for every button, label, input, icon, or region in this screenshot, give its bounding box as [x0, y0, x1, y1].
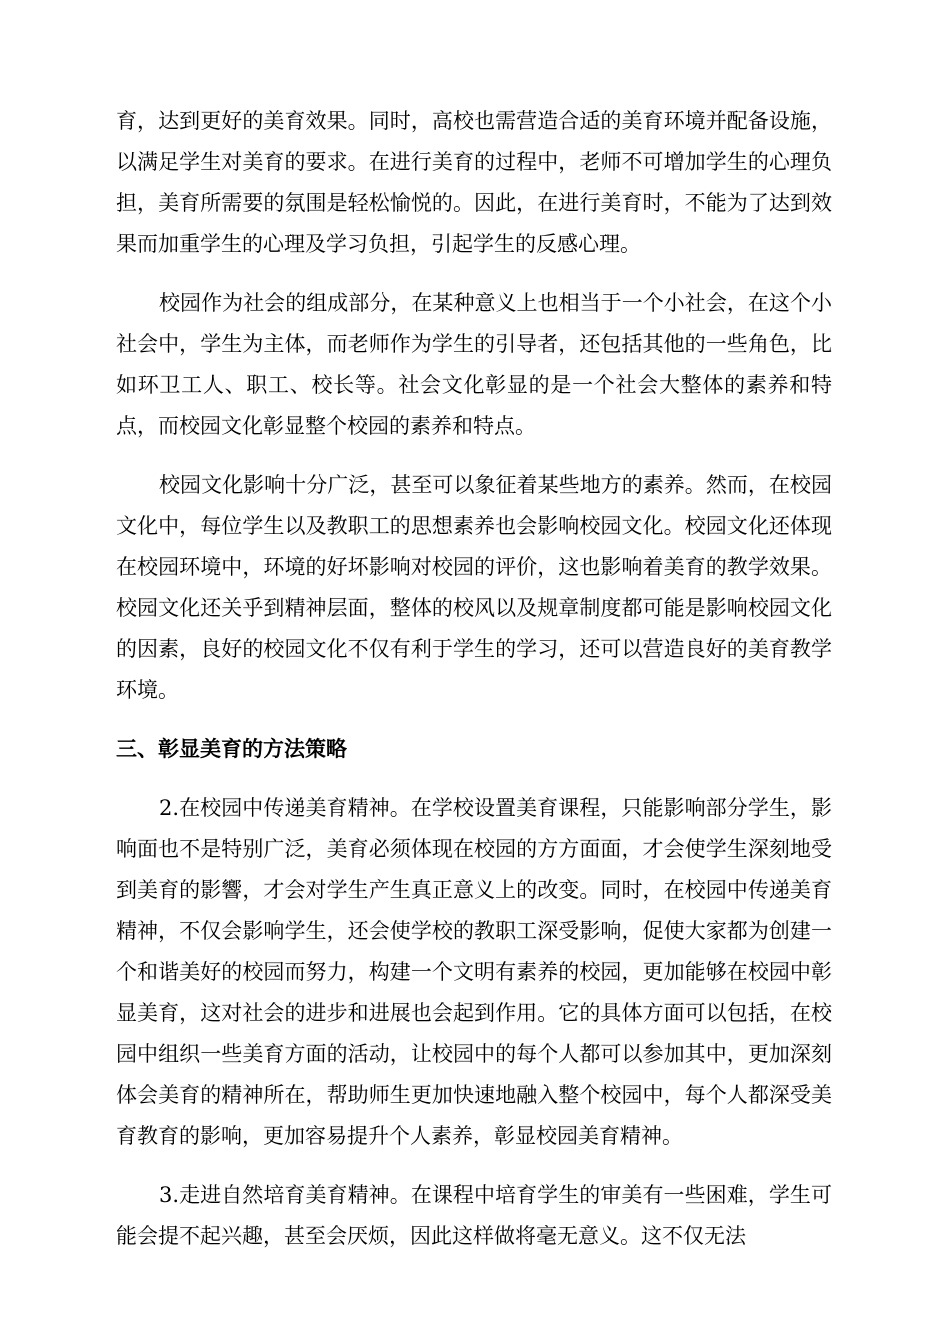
- section-heading: 三、彰显美育的方法策略: [116, 737, 347, 761]
- paragraph-item-3: 3.走进自然培育美育精神。在课程中培育学生的审美有一些困难，学生可能会提不起兴趣，甚至会厌烦，因此这样做将毫无意义。这不仅无法: [116, 1183, 832, 1248]
- paragraph-item-2: 2.在校园中传递美育精神。在学校设置美育课程，只能影响部分学生，影响面也不是特别广泛，美育必须体现在校园的方方面面，才会使学生深刻地受到美育的影響，才会对学生产生真正意义上的改变。同时，在校园中传递美育精神，不仅会影响学生，还会使学校的教职工深受影响，促使大家都为创建一个和谐美好的校园而努力，构建一个文明有素养的校园，更加能够在校园中彰显美育，这对社会的进步和进展也会起到作用。它的具体方面可以包括，在校园中组织一些美育方面的活动，让校园中的每个人都可以参加其中，更加深刻体会美育的精神所在，帮助师生更加快速地融入整个校园中，每个人都深受美育教育的影响，更加容易提升个人素养，彰显校园美育精神。: [116, 796, 832, 1148]
- paragraph-continued: 育，达到更好的美育效果。同时，高校也需营造合适的美育环境并配备设施，以满足学生对美育的要求。在进行美育的过程中，老师不可增加学生的心理负担，美育所需要的氛围是轻松愉悦的。因此，在进行美育时，不能为了达到效果而加重学生的心理及学习负担，引起学生的反感心理。: [116, 109, 832, 256]
- document-body: [116, 101, 832, 1275]
- paragraph-campus-society: 校园作为社会的组成部分，在某种意义上也相当于一个小社会，在这个小社会中，学生为主体，而老师作为学生的引导者，还包括其他的一些角色，比如环卫工人、职工、校长等。社会文化彰显的是一个社会大整体的素养和特点，而校园文化彰显整个校园的素养和特点。: [116, 291, 832, 438]
- paragraph-campus-culture: 校园文化影响十分广泛，甚至可以象征着某些地方的素养。然而，在校园文化中，每位学生以及教职工的思想素养也会影响校园文化。校园文化还体现在校园环境中，环境的好坏影响对校园的评价，这也影响着美育的教学效果。校园文化还关乎到精神层面，整体的校风以及规章制度都可能是影响校园文化的因素，良好的校园文化不仅有利于学生的学习，还可以营造良好的美育教学环境。: [116, 473, 832, 702]
